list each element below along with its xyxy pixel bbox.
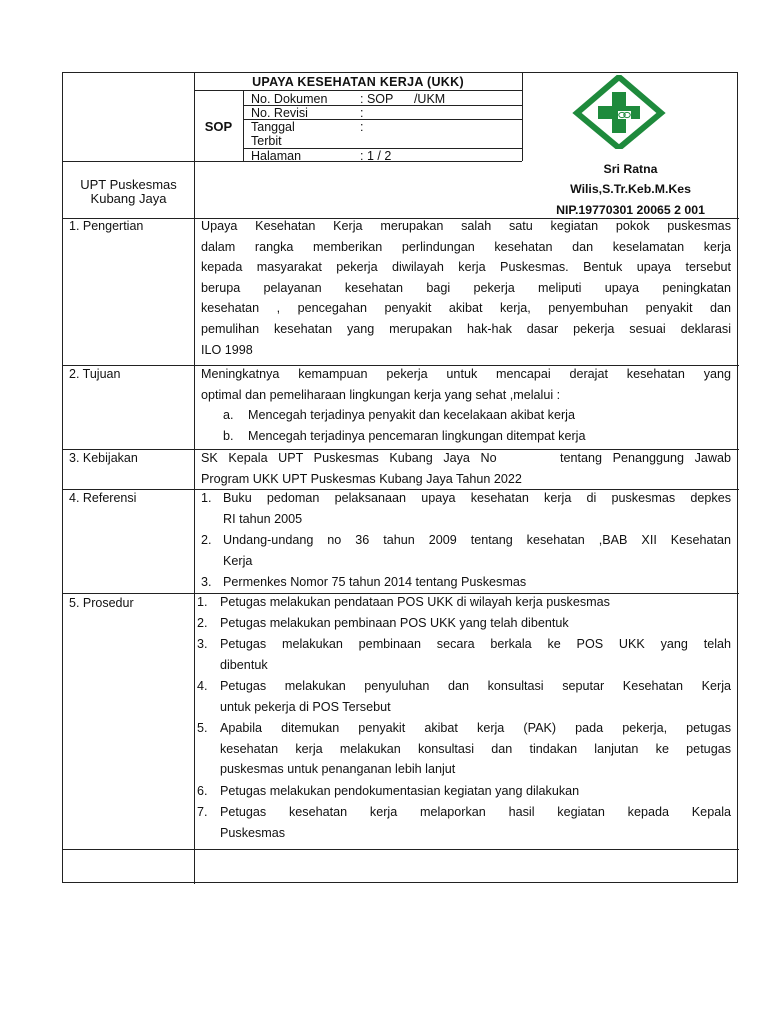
referensi-marker: 1. [201, 491, 212, 505]
prosedur-item [220, 634, 731, 675]
pengertian-line: kepada masyarakat pekerja diwilayah kerja Puskesmas. Bentuk upaya tersebut [201, 260, 731, 275]
prosedur-item [220, 592, 731, 613]
signer-nip: NIP.19770301 20065 2 001 [556, 203, 705, 217]
referensi-item [223, 488, 731, 529]
prosedur-line: kesehatan kerja melakukan konsultasi dan tindakan lanjutan ke petugas [220, 741, 731, 756]
meta-value-halaman: : 1 / 2 [360, 149, 392, 163]
prosedur-marker: 3. [197, 637, 208, 651]
document-title: UPAYA KESEHATAN KERJA (UKK) [252, 75, 464, 89]
kebijakan-text [201, 448, 731, 489]
kebijakan-line: SK Kepala UPT Puskesmas Kubang Jaya No tentang Penanggung Jawab [201, 451, 731, 465]
tujuan-item-marker: a. [223, 408, 234, 422]
prosedur-line: Apabila ditemukan penyakit akibat kerja (PAK) pada pekerja, petugas [220, 721, 731, 735]
meta-label-tanggal: Tanggal [251, 120, 295, 134]
pengertian-line: ILO 1998 [201, 342, 253, 357]
prosedur-marker: 2. [197, 616, 208, 630]
referensi-item [223, 530, 731, 571]
meta-label-halaman: Halaman [251, 149, 302, 163]
puskesmas-logo-icon [571, 75, 667, 149]
referensi-item [223, 572, 731, 593]
tujuan-item-text: Mencegah terjadinya pencemaran lingkungan ditempat kerja [248, 429, 586, 443]
referensi-line: Buku pedoman pelaksanaan upaya kesehatan kerja di puskesmas depkes [223, 491, 731, 505]
sop-label: SOP [204, 119, 233, 134]
prosedur-line: Petugas melakukan penyuluhan dan konsultasi seputar Kesehatan Kerja [220, 679, 731, 693]
signer-name-line1: Sri Ratna [603, 162, 658, 176]
prosedur-line: Petugas melakukan pembinaan secara berkala ke POS UKK yang telah [220, 637, 731, 651]
pengertian-line: kesehatan , pencegahan penyakit akibat kerja, penyembuhan penyakit dan [201, 301, 731, 316]
sep-prosedur [63, 849, 739, 850]
prosedur-item [220, 676, 731, 717]
referensi-line: Kerja [223, 553, 253, 568]
prosedur-item [220, 718, 731, 780]
prosedur-marker: 4. [197, 679, 208, 693]
prosedur-line: Puskesmas [220, 825, 286, 840]
sop-document [62, 72, 738, 883]
org-name-line2: Kubang Jaya [90, 191, 167, 206]
pengertian-line: Upaya Kesehatan Kerja merupakan salah satu kegiatan pokok puskesmas [201, 219, 731, 233]
org-name-line1: UPT Puskesmas [80, 177, 177, 192]
col-divider-right [522, 73, 523, 161]
section-label-kebijakan: 3. Kebijakan [69, 451, 138, 465]
meta-value-no-dokumen: : SOP /UKM [360, 92, 446, 106]
section-label-pengertian: 1. Pengertian [69, 219, 144, 233]
col-divider-left [194, 73, 195, 884]
tujuan-line: optimal dan pemeliharaan lingkungan kerja yang sehat ,melalui : [201, 387, 561, 402]
tujuan-item-marker: b. [223, 429, 234, 443]
meta-label-no-revisi: No. Revisi [251, 106, 308, 120]
referensi-marker: 3. [201, 575, 212, 589]
prosedur-item [220, 802, 731, 843]
prosedur-item [220, 613, 731, 634]
tujuan-line: Meningkatnya kemampuan pekerja untuk mencapai derajat kesehatan yang [201, 367, 731, 381]
meta-value-tanggal: : [360, 120, 364, 134]
tujuan-item-text: Mencegah terjadinya penyakit dan kecelakaan akibat kerja [248, 408, 575, 422]
pengertian-text [201, 216, 731, 360]
kebijakan-line: Program UKK UPT Puskesmas Kubang Jaya Tahun 2022 [201, 471, 522, 486]
title-underline [194, 90, 522, 91]
section-label-referensi: 4. Referensi [69, 491, 137, 505]
referensi-marker: 2. [201, 533, 212, 547]
referensi-line: Permenkes Nomor 75 tahun 2014 tentang Puskesmas [223, 575, 527, 589]
meta-label-no-dokumen: No. Dokumen [251, 92, 328, 106]
pengertian-line: pemulihan kesehatan yang merupakan hak-hak dasar pekerja sesuai deklarasi [201, 321, 731, 336]
pengertian-line: berupa pelayanan kesehatan bagi pekerja meliputi upaya peningkatan [201, 280, 731, 295]
signer-name-line2: Wilis,S.Tr.Keb.M.Kes [570, 182, 691, 196]
prosedur-marker: 6. [197, 784, 208, 798]
prosedur-item [220, 781, 731, 802]
pengertian-line: dalam rangka memberikan perlindungan kesehatan dan keselamatan kerja [201, 239, 731, 254]
meta-label-terbit: Terbit [251, 134, 282, 148]
prosedur-marker: 1. [197, 595, 208, 609]
prosedur-marker: 5. [197, 721, 208, 735]
meta-value-no-revisi: : [360, 106, 364, 120]
sop-divider [243, 90, 244, 161]
referensi-line: Undang-undang no 36 tahun 2009 tentang kesehatan ,BAB XII Kesehatan [223, 533, 731, 547]
prosedur-line: dibentuk [220, 657, 268, 672]
prosedur-line: Petugas melakukan pendokumentasian kegiatan yang dilakukan [220, 784, 580, 798]
prosedur-line: Petugas melakukan pendataan POS UKK di wilayah kerja puskesmas [220, 595, 610, 609]
section-label-prosedur: 5. Prosedur [69, 596, 134, 610]
referensi-line: RI tahun 2005 [223, 511, 303, 526]
prosedur-line: Petugas kesehatan kerja melaporkan hasil kegiatan kepada Kepala [220, 805, 731, 819]
prosedur-line: puskesmas untuk penanganan lebih lanjut [220, 762, 456, 777]
prosedur-marker: 7. [197, 805, 208, 819]
tujuan-text [201, 364, 731, 405]
prosedur-line: untuk pekerja di POS Tersebut [220, 699, 391, 714]
prosedur-line: Petugas melakukan pembinaan POS UKK yang telah dibentuk [220, 616, 569, 630]
section-label-tujuan: 2. Tujuan [69, 367, 121, 381]
